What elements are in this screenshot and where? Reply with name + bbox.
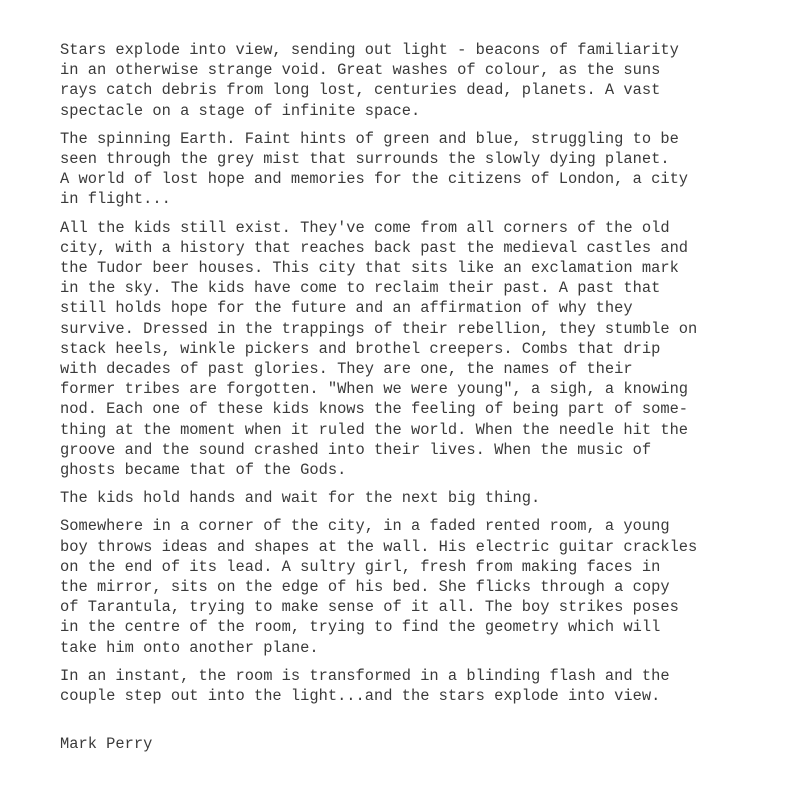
paragraph-1: Stars explode into view, sending out light - beacons of familiarity in an otherwise strange void. Great washes of colour, as the suns rays catch debris from long lost, centuries dead, planets. A vast spectacle on a stage of infinite space. (60, 41, 679, 120)
paragraph-5: Somewhere in a corner of the city, in a faded rented room, a young boy throws ideas and shapes at the wall. His electric guitar crackles on the end of its lead. A sultry girl, fresh from making faces in the mirror, sits on the edge of his bed. She flicks through a copy of Tarantula, trying to make sense of it all. The boy strikes poses in the centre of the room, trying to find the geometry which will take him onto another plane. (60, 517, 698, 657)
author-signature: Mark Perry (60, 735, 153, 754)
paragraph-3: All the kids still exist. They've come from all corners of the old city, with a history that reaches back past the medieval castles and the Tudor beer houses. This city that sits like an exclamation mark in the sky. The kids have come to reclaim their past. A past that still holds hope for the future and an affirmation of why they survive. Dressed in the trappings of their rebellion, they stumble on stack heels, winkle pickers and brothel creepers. Combs that drip with decades of past glories. They are one, the names of their former tribes are forgotten. "When we were young", a sigh, a knowing nod. Each one of these kids knows the feeling of being part of some- thing at the moment when it ruled the world. When the needle hit the groove and the sound crashed into their lives. When the music of ghosts became that of the Gods. (60, 218, 698, 480)
document-page (60, 40, 760, 763)
paragraph-4: The kids hold hands and wait for the next big thing. (60, 489, 541, 508)
paragraph-6: In an instant, the room is transformed in a blinding flash and the couple step out into the light...and the stars explode into view. (60, 666, 670, 706)
paragraph-2: The spinning Earth. Faint hints of green and blue, struggling to be seen through the grey mist that surrounds the slowly dying planet. A world of lost hope and memories for the citizens of London, a city in flight... (60, 129, 689, 209)
